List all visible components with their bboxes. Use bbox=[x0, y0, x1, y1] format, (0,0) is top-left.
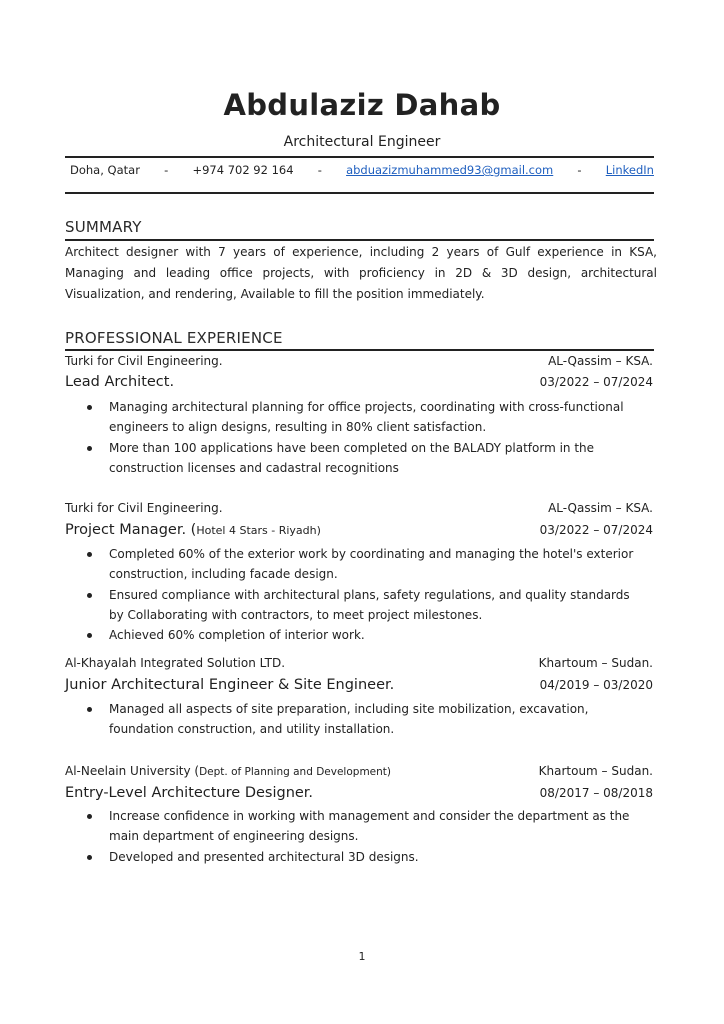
header-bottom-divider bbox=[65, 192, 654, 194]
bullet-item: Ensured compliance with architectural plans, safety regulations, and quality standards by Collaborating with contractors, to meet project milestones. bbox=[87, 585, 647, 626]
bullet-item: Increase confidence in working with management and consider the department as the main department of engineering designs. bbox=[87, 806, 647, 847]
bullet-item: Managing architectural planning for office projects, coordinating with cross-functional engineers to align designs, resulting in 80% client satisfaction. bbox=[87, 397, 647, 438]
page-number: 1 bbox=[358, 950, 366, 963]
job-company: Turki for Civil Engineering. bbox=[65, 354, 223, 368]
job-dates: 08/2017 – 08/2018 bbox=[539, 786, 653, 800]
contact-bar bbox=[70, 160, 654, 180]
bullet-icon bbox=[87, 593, 92, 598]
job-bullets bbox=[87, 544, 647, 645]
email-link[interactable]: abduazizmuhammed93@gmail.com bbox=[346, 163, 554, 177]
job-company-note: Dept. of Planning and Development) bbox=[199, 766, 391, 778]
summary-text: Architect designer with 7 years of experience, including 2 years of Gulf experience in KSA, Managing and leading office projects, with proficiency in 2D & 3D design, architectural Visualization, and rendering, Available to fill the position immediately. bbox=[65, 245, 657, 301]
job-dates: 03/2022 – 07/2024 bbox=[539, 375, 653, 389]
summary-divider bbox=[65, 239, 654, 241]
job-role: Lead Architect. bbox=[65, 374, 175, 390]
bullet-item: Completed 60% of the exterior work by coordinating and managing the hotel's exterior construction, including facade design. bbox=[87, 544, 647, 585]
candidate-title: Architectural Engineer bbox=[283, 134, 441, 150]
bullet-item: Achieved 60% completion of interior work. bbox=[87, 625, 647, 645]
experience-divider bbox=[65, 349, 654, 351]
bullet-icon bbox=[87, 405, 92, 410]
job-role: Project Manager. ( bbox=[65, 522, 197, 538]
job-role-note: Hotel 4 Stars - Riyadh) bbox=[196, 524, 321, 537]
job-company-row bbox=[65, 656, 657, 670]
job-bullets bbox=[87, 699, 647, 740]
bullet-item: Developed and presented architectural 3D designs. bbox=[87, 847, 647, 867]
contact-separator: - bbox=[577, 163, 582, 177]
job-company: Al-Khayalah Integrated Solution LTD. bbox=[65, 656, 286, 670]
bullet-item: More than 100 applications have been completed on the BALADY platform in the construction licenses and cadastral recognitions bbox=[87, 438, 647, 479]
job-company-row bbox=[65, 354, 657, 368]
bullet-icon bbox=[87, 814, 92, 819]
job-location: AL-Qassim – KSA. bbox=[548, 501, 653, 515]
job-role-row bbox=[65, 785, 657, 801]
job-location: Khartoum – Sudan. bbox=[538, 764, 653, 778]
job-role: Junior Architectural Engineer & Site Engineer. bbox=[65, 677, 395, 693]
job-role-row bbox=[65, 522, 657, 538]
job-location: AL-Qassim – KSA. bbox=[548, 354, 653, 368]
job-location: Khartoum – Sudan. bbox=[538, 656, 653, 670]
contact-location: Doha, Qatar bbox=[70, 163, 140, 177]
linkedin-link[interactable]: LinkedIn bbox=[605, 163, 654, 177]
job-company: Al-Neelain University ( bbox=[65, 764, 200, 778]
bullet-icon bbox=[87, 855, 92, 860]
contact-separator: - bbox=[164, 163, 169, 177]
job-bullets bbox=[87, 806, 647, 867]
job-dates: 03/2022 – 07/2024 bbox=[539, 523, 653, 537]
job-dates: 04/2019 – 03/2020 bbox=[539, 678, 653, 692]
bullet-icon bbox=[87, 633, 92, 638]
job-company-row bbox=[65, 501, 657, 515]
candidate-name: Abdulaziz Dahab bbox=[223, 88, 501, 122]
summary-heading: SUMMARY bbox=[65, 218, 142, 236]
contact-phone: +974 702 92 164 bbox=[192, 163, 294, 177]
header-top-divider bbox=[65, 156, 654, 158]
job-company: Turki for Civil Engineering. bbox=[65, 501, 223, 515]
bullet-icon bbox=[87, 707, 92, 712]
job-role-row bbox=[65, 677, 657, 693]
job-role: Entry-Level Architecture Designer. bbox=[65, 785, 314, 801]
bullet-item: Managed all aspects of site preparation, including site mobilization, excavation, foundation construction, and utility installation. bbox=[87, 699, 647, 740]
contact-separator: - bbox=[317, 163, 322, 177]
job-role-row bbox=[65, 374, 657, 390]
experience-heading: PROFESSIONAL EXPERIENCE bbox=[65, 329, 283, 347]
bullet-icon bbox=[87, 552, 92, 557]
job-company-row bbox=[65, 764, 657, 778]
bullet-icon bbox=[87, 446, 92, 451]
job-bullets bbox=[87, 397, 647, 478]
